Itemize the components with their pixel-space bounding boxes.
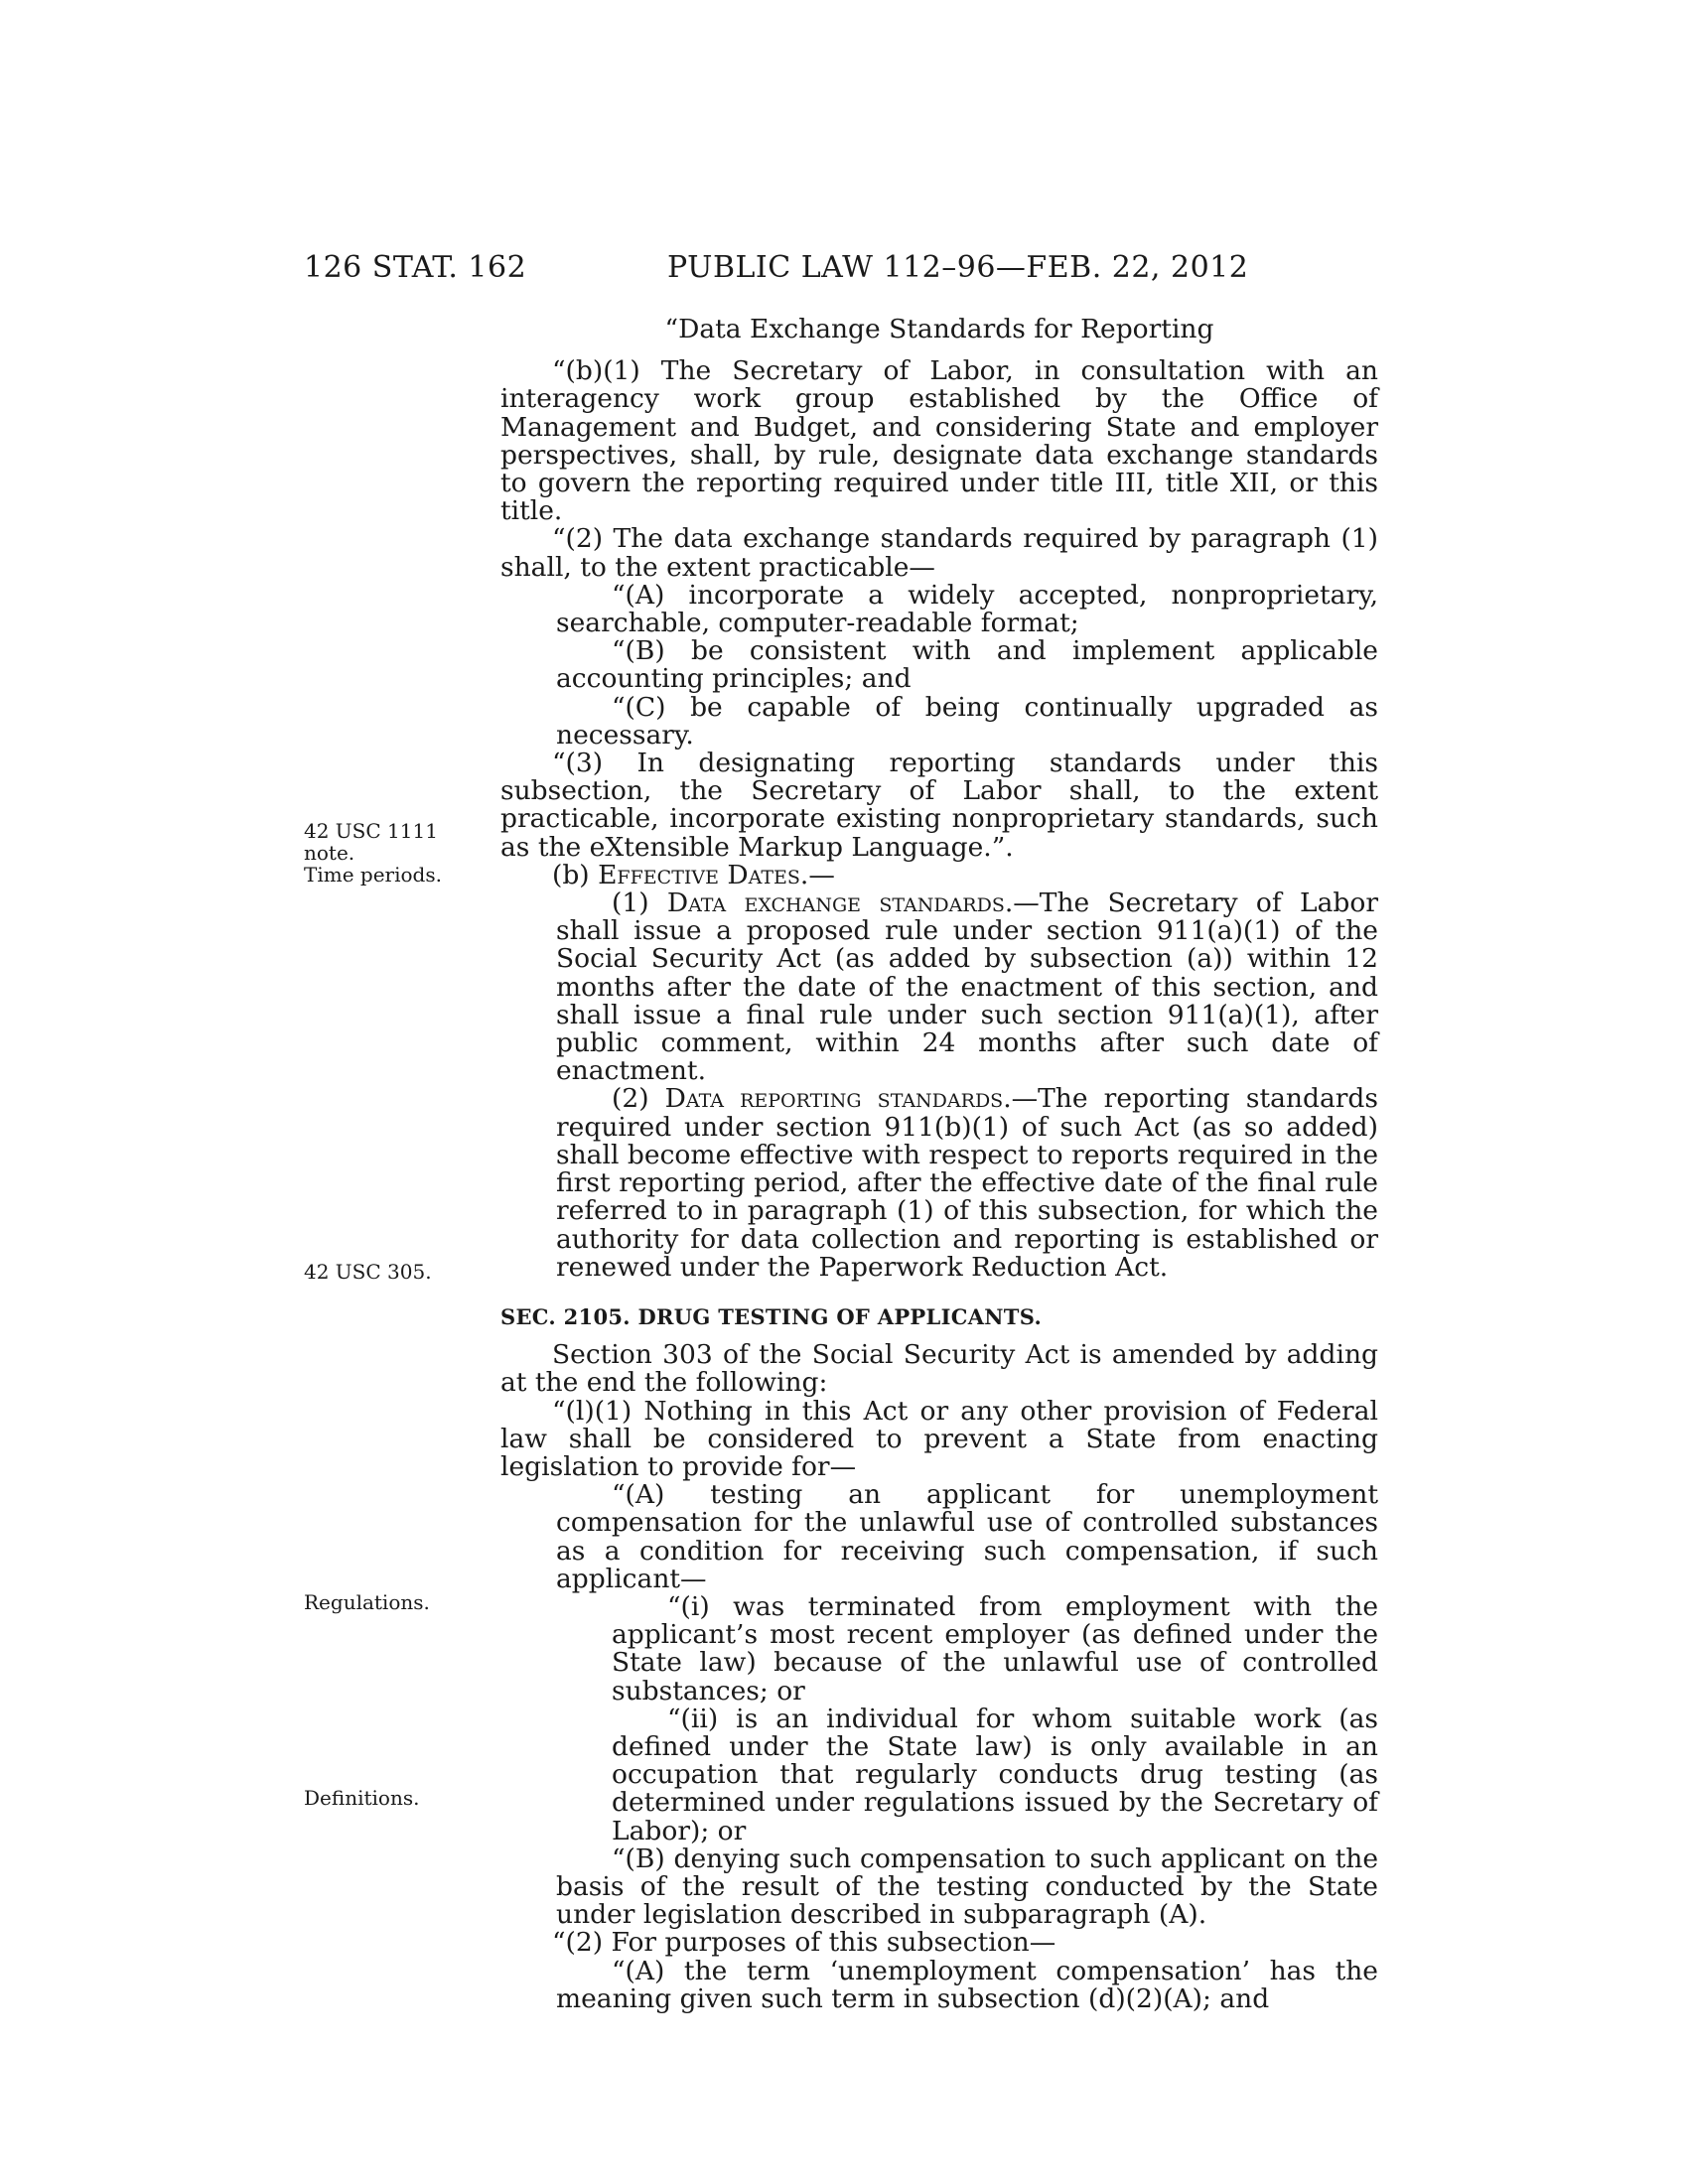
paragraph: “(2) The data exchange standards required by paragraph (1) shall, to the extent practicable— — [500, 523, 1378, 583]
margin-note-definitions: Definitions. — [304, 1786, 420, 1810]
effective-dates-heading — [500, 859, 1378, 890]
subparagraph: “(C) be capable of being continually upgraded as necessary. — [556, 691, 1378, 751]
margin-note-usc-305: 42 USC 305. — [304, 1260, 432, 1284]
margin-note-usc-1111 — [304, 820, 442, 886]
text-run: (b) — [552, 859, 599, 890]
margin-note-regulations: Regulations. — [304, 1590, 430, 1614]
clause: “(ii) is an individual for whom suitable work (as defined under the State law) is only available in an occupation that regularly conducts drug testing (as determined under regulations issued by the Secretary of Labor); or — [612, 1703, 1378, 1846]
subparagraph: “(B) denying such compensation to such applicant on the basis of the result of the testing conducted by the State under legislation described in subparagraph (A). — [556, 1843, 1378, 1931]
subparagraph: “(B) be consistent with and implement applicable accounting principles; and — [556, 635, 1378, 695]
margin-note-line: Time periods. — [304, 863, 442, 887]
subparagraph: “(A) the term ‘unemployment compensation’ has the meaning given such term in subsection (d)(2)(A); and — [556, 1955, 1378, 2014]
clause: “(i) was terminated from employment with the applicant’s most recent employer (as defined under the State law) because of the unlawful use of controlled substances; or — [612, 1590, 1378, 1706]
text-run: Effective Dates — [598, 859, 800, 890]
text-run: Data exchange standards — [666, 887, 1005, 919]
paragraph: “(l)(1) Nothing in this Act or any other provision of Federal law shall be considered to prevent a State from enacting legislation to provide for— — [500, 1395, 1378, 1482]
text-run: (2) — [612, 1083, 665, 1115]
paragraph: “(3) In designating reporting standards under this subsection, the Secretary of Labor shall, to the extent practicable, incorporate existing nonproprietary standards, such as the eXtensible Markup Language.”. — [500, 748, 1378, 863]
section-2105-heading: SEC. 2105. DRUG TESTING OF APPLICANTS. — [500, 1303, 1043, 1329]
subparagraph: “(A) incorporate a widely accepted, nonproprietary, searchable, computer-readable format; — [556, 579, 1378, 639]
statute-text-column — [500, 316, 1378, 2013]
margin-note-line: note. — [304, 841, 355, 865]
text-run: .— — [799, 859, 835, 890]
margin-note-line: 42 USC 1111 — [304, 819, 438, 843]
text-run: .—The Secretary of Labor shall issue a proposed rule under section 911(a)(1) of the Social Security Act (as added by subsection (a)) within 12 months after the date of the enactment of this section, and shall issue a final rule under such section 911(a)(1), after public comment, within 24 months after such date of enactment. — [556, 887, 1378, 1087]
text-run: .—The reporting standards required under section 911(b)(1) of such Act (as so added) shall become effective with respect to reports required in the first reporting period, after the effective date of the final rule referred to in paragraph (1) of this subsection, for which the authority for data collection and reporting is established or renewed under the Paperwork Reduction Act. — [556, 1083, 1378, 1283]
section-heading: “Data Exchange Standards for Reporting — [664, 314, 1214, 344]
text-run: (1) — [612, 887, 667, 919]
paragraph: Section 303 of the Social Security Act is amended by adding at the end the following: — [500, 1339, 1378, 1399]
text-run: Data reporting standards — [664, 1083, 1004, 1115]
page-stat-citation: 126 STAT. 162 — [304, 250, 527, 285]
effective-date-paragraph — [500, 889, 1378, 1085]
effective-date-paragraph — [500, 1085, 1378, 1281]
paragraph: “(b)(1) The Secretary of Labor, in consultation with an interagency work group established by the Office of Management and Budget, and considering State and employer perspectives, shall, by rule, designate data exchange standards to govern the reporting required under title III, title XII, or this title. — [500, 355, 1378, 527]
paragraph: “(2) For purposes of this subsection— — [552, 1927, 1056, 1959]
page-running-header: PUBLIC LAW 112–96—FEB. 22, 2012 — [667, 250, 1249, 285]
subparagraph: “(A) testing an applicant for unemployment compensation for the unlawful use of controlled substances as a condition for receiving such compensation, if such applicant— — [556, 1479, 1378, 1594]
